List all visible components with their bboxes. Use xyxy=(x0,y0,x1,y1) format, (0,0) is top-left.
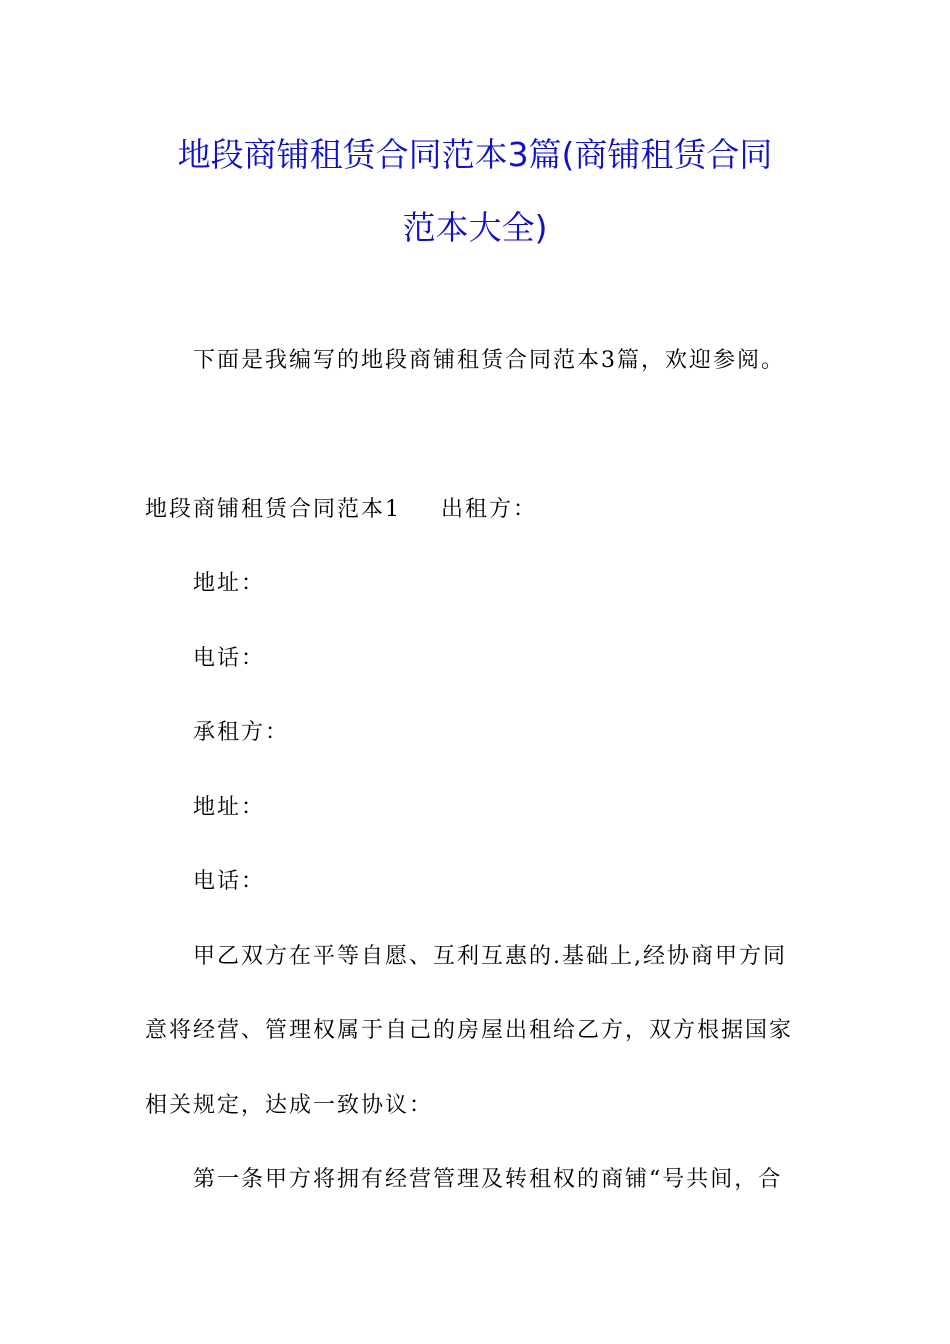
lessor-address-label: 地址： xyxy=(193,571,266,596)
section-heading-line xyxy=(145,495,537,525)
intro-paragraph: 下面是我编写的地段商铺租赁合同范本3篇，欢迎参阅。 xyxy=(193,348,785,373)
paragraph1-line2: 意将经营、管理权属于自己的房屋出租给乙方，双方根据国家 xyxy=(145,1018,794,1043)
lessor-label: 出租方： xyxy=(441,497,538,522)
lessee-label: 承租方： xyxy=(193,720,290,745)
lessee-address-label: 地址： xyxy=(193,795,266,820)
lessor-phone-label: 电话： xyxy=(193,646,266,671)
document-title-line2: 范本大全) xyxy=(402,208,548,247)
document-title-line1: 地段商铺租赁合同范本3篇(商铺租赁合同 xyxy=(177,135,773,174)
article1-line1: 第一条甲方将拥有经营管理及转租权的商铺“号共间，合 xyxy=(193,1167,783,1192)
section1-heading: 地段商铺租赁合同范本1 xyxy=(145,497,401,522)
paragraph1-line3: 相关规定，达成一致协议： xyxy=(145,1093,434,1118)
paragraph1-line1: 甲乙双方在平等自愿、互利互惠的.基础上,经协商甲方同 xyxy=(193,944,787,969)
lessee-phone-label: 电话： xyxy=(193,869,266,894)
